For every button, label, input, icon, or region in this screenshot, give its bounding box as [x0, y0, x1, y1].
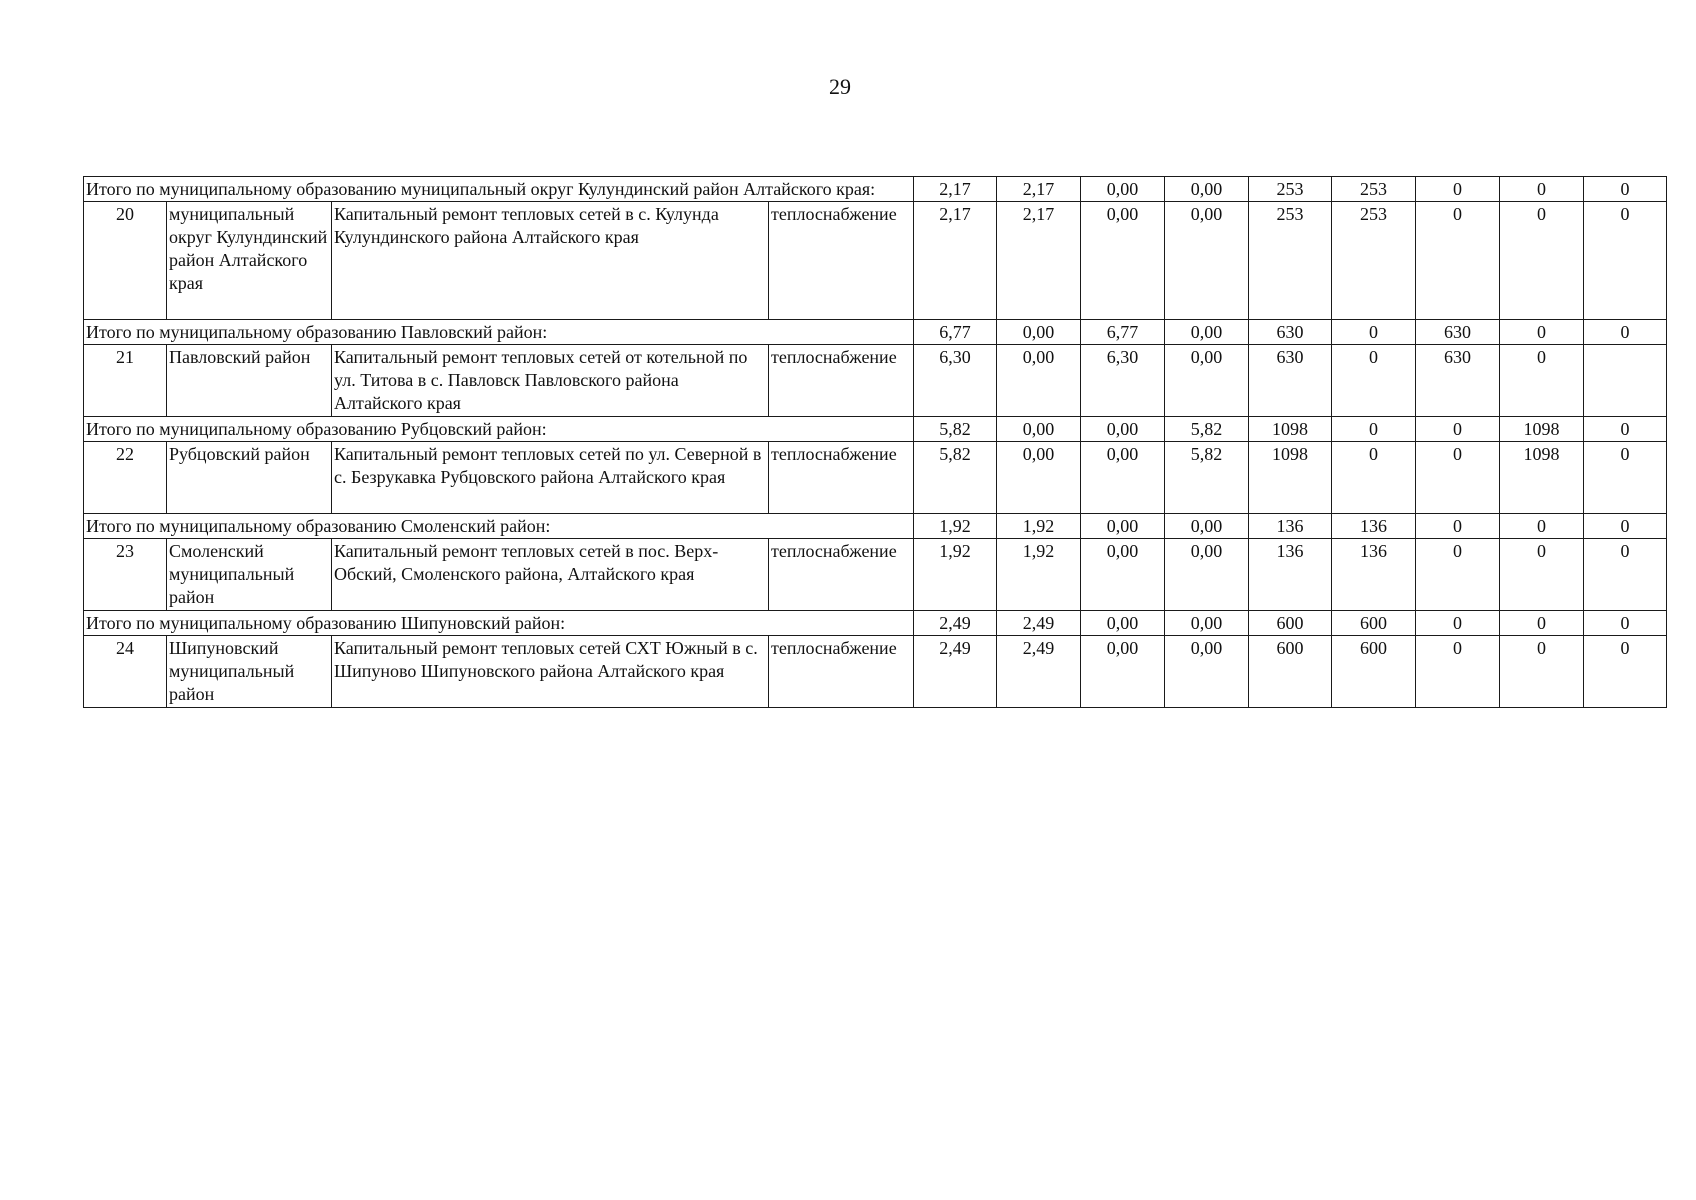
- value-cell: 0,00: [1081, 202, 1165, 320]
- value-cell: 1,92: [914, 539, 997, 611]
- value-cell: 600: [1332, 636, 1416, 708]
- value-cell: 0: [1416, 636, 1500, 708]
- value-cell: 5,82: [1165, 442, 1249, 514]
- value-cell: 6,77: [1081, 320, 1165, 345]
- table-row-total: [84, 320, 1667, 345]
- value-cell: 0: [1416, 202, 1500, 320]
- value-cell: 2,17: [997, 177, 1081, 202]
- value-cell: 0: [1584, 539, 1667, 611]
- value-cell: 6,30: [1081, 345, 1165, 417]
- value-cell: 2,17: [914, 177, 997, 202]
- value-cell: 0: [1416, 514, 1500, 539]
- value-cell: 0: [1332, 320, 1416, 345]
- value-cell: 0,00: [1165, 320, 1249, 345]
- municipality-cell: Смоленский муниципальный район: [167, 539, 332, 611]
- value-cell: 0: [1584, 417, 1667, 442]
- value-cell: 0: [1500, 611, 1584, 636]
- value-cell: 0: [1500, 539, 1584, 611]
- value-cell: 0: [1332, 345, 1416, 417]
- value-cell: 0: [1584, 514, 1667, 539]
- value-cell: 630: [1249, 345, 1332, 417]
- value-cell: 0: [1584, 636, 1667, 708]
- value-cell: 0,00: [997, 320, 1081, 345]
- value-cell: 0,00: [1165, 345, 1249, 417]
- object-cell: Капитальный ремонт тепловых сетей в пос. Верх-Обский, Смоленского района, Алтайского края: [332, 539, 769, 611]
- table-row-item: [84, 345, 1667, 417]
- value-cell: 630: [1249, 320, 1332, 345]
- value-cell: 1,92: [997, 539, 1081, 611]
- value-cell: 0: [1416, 442, 1500, 514]
- value-cell: 0: [1500, 177, 1584, 202]
- value-cell: 0,00: [1165, 611, 1249, 636]
- value-cell: [1584, 345, 1667, 417]
- value-cell: 630: [1416, 345, 1500, 417]
- object-cell: Капитальный ремонт тепловых сетей по ул. Северной в с. Безрукавка Рубцовского района Алтайского края: [332, 442, 769, 514]
- value-cell: 136: [1332, 514, 1416, 539]
- value-cell: 2,49: [914, 636, 997, 708]
- total-label: Итого по муниципальному образованию Рубцовский район:: [84, 417, 914, 442]
- value-cell: 1098: [1249, 442, 1332, 514]
- total-label: Итого по муниципальному образованию Павловский район:: [84, 320, 914, 345]
- value-cell: 600: [1249, 611, 1332, 636]
- value-cell: 630: [1416, 320, 1500, 345]
- municipality-cell: муниципальный округ Кулундинский район Алтайского края: [167, 202, 332, 320]
- table-row-item: [84, 442, 1667, 514]
- program-table: [83, 176, 1667, 708]
- total-label: Итого по муниципальному образованию муниципальный округ Кулундинский район Алтайского края:: [84, 177, 914, 202]
- value-cell: 0: [1500, 345, 1584, 417]
- type-cell: теплоснабжение: [769, 442, 914, 514]
- value-cell: 136: [1332, 539, 1416, 611]
- municipality-cell: Павловский район: [167, 345, 332, 417]
- value-cell: 0,00: [1165, 539, 1249, 611]
- value-cell: 0: [1416, 539, 1500, 611]
- object-cell: Капитальный ремонт тепловых сетей в с. Кулунда Кулундинского района Алтайского края: [332, 202, 769, 320]
- value-cell: 0,00: [1081, 636, 1165, 708]
- total-label: Итого по муниципальному образованию Шипуновский район:: [84, 611, 914, 636]
- value-cell: 2,49: [997, 636, 1081, 708]
- value-cell: 0: [1500, 636, 1584, 708]
- value-cell: 0: [1584, 177, 1667, 202]
- value-cell: 0,00: [1081, 514, 1165, 539]
- value-cell: 2,17: [914, 202, 997, 320]
- row-index: 20: [84, 202, 167, 320]
- value-cell: 0: [1500, 202, 1584, 320]
- value-cell: 253: [1249, 202, 1332, 320]
- value-cell: 1098: [1500, 417, 1584, 442]
- value-cell: 0,00: [997, 345, 1081, 417]
- type-cell: теплоснабжение: [769, 345, 914, 417]
- value-cell: 0: [1584, 611, 1667, 636]
- table-row-total: [84, 514, 1667, 539]
- value-cell: 136: [1249, 514, 1332, 539]
- value-cell: 0: [1584, 320, 1667, 345]
- municipality-cell: Рубцовский район: [167, 442, 332, 514]
- value-cell: 1,92: [997, 514, 1081, 539]
- object-cell: Капитальный ремонт тепловых сетей от котельной по ул. Титова в с. Павловск Павловского района Алтайского края: [332, 345, 769, 417]
- value-cell: 0,00: [1081, 539, 1165, 611]
- municipality-cell: Шипуновский муниципальный район: [167, 636, 332, 708]
- row-index: 21: [84, 345, 167, 417]
- row-index: 22: [84, 442, 167, 514]
- table-row-item: [84, 539, 1667, 611]
- table-row-item: [84, 636, 1667, 708]
- value-cell: 0,00: [1165, 177, 1249, 202]
- value-cell: 2,49: [997, 611, 1081, 636]
- value-cell: 5,82: [1165, 417, 1249, 442]
- value-cell: 0,00: [1165, 514, 1249, 539]
- value-cell: 0: [1332, 417, 1416, 442]
- type-cell: теплоснабжение: [769, 636, 914, 708]
- value-cell: 253: [1332, 177, 1416, 202]
- page-number: 29: [829, 74, 851, 99]
- value-cell: 6,77: [914, 320, 997, 345]
- value-cell: 0,00: [997, 442, 1081, 514]
- value-cell: 0: [1500, 514, 1584, 539]
- value-cell: 0: [1416, 417, 1500, 442]
- value-cell: 0: [1584, 202, 1667, 320]
- value-cell: 0: [1332, 442, 1416, 514]
- value-cell: 0: [1416, 611, 1500, 636]
- value-cell: 0: [1584, 442, 1667, 514]
- value-cell: 5,82: [914, 442, 997, 514]
- value-cell: 253: [1332, 202, 1416, 320]
- value-cell: 0,00: [1081, 177, 1165, 202]
- value-cell: 2,17: [997, 202, 1081, 320]
- value-cell: 136: [1249, 539, 1332, 611]
- value-cell: 600: [1249, 636, 1332, 708]
- object-cell: Капитальный ремонт тепловых сетей СХТ Южный в с. Шипуново Шипуновского района Алтайского края: [332, 636, 769, 708]
- table-row-item: [84, 202, 1667, 320]
- value-cell: 6,30: [914, 345, 997, 417]
- value-cell: 0: [1500, 320, 1584, 345]
- table-row-total: [84, 611, 1667, 636]
- value-cell: 0,00: [1081, 611, 1165, 636]
- value-cell: 600: [1332, 611, 1416, 636]
- value-cell: 0,00: [1081, 442, 1165, 514]
- value-cell: 0,00: [1165, 636, 1249, 708]
- table-row-total: [84, 417, 1667, 442]
- value-cell: 5,82: [914, 417, 997, 442]
- type-cell: теплоснабжение: [769, 202, 914, 320]
- row-index: 23: [84, 539, 167, 611]
- value-cell: 1098: [1500, 442, 1584, 514]
- value-cell: 253: [1249, 177, 1332, 202]
- value-cell: 0,00: [1081, 417, 1165, 442]
- total-label: Итого по муниципальному образованию Смоленский район:: [84, 514, 914, 539]
- value-cell: 0,00: [997, 417, 1081, 442]
- value-cell: 2,49: [914, 611, 997, 636]
- value-cell: 0: [1416, 177, 1500, 202]
- value-cell: 1098: [1249, 417, 1332, 442]
- row-index: 24: [84, 636, 167, 708]
- table-row-total: [84, 177, 1667, 202]
- value-cell: 1,92: [914, 514, 997, 539]
- value-cell: 0,00: [1165, 202, 1249, 320]
- type-cell: теплоснабжение: [769, 539, 914, 611]
